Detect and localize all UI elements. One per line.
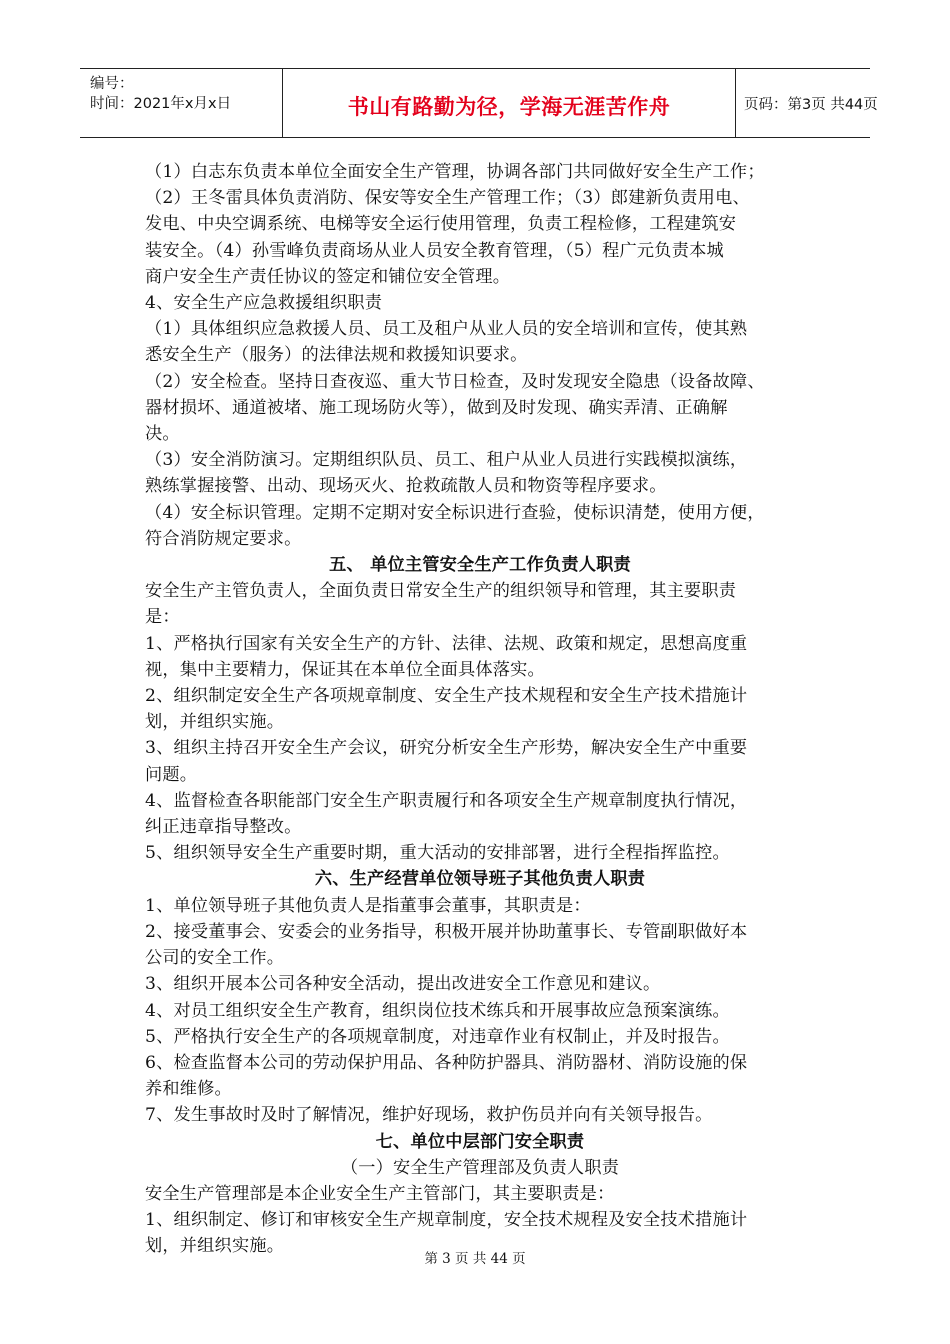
body-line: 决。	[145, 424, 180, 445]
subsection-heading: （一）安全生产管理部及负责人职责	[340, 1157, 620, 1178]
body-line: 7、发生事故时及时了解情况，维护好现场，救护伤员并向有关领导报告。	[145, 1105, 713, 1126]
body-line: 安全生产管理部是本企业安全生产主管部门，其主要职责是：	[145, 1183, 615, 1204]
page-footer: 第 3 页 共 44 页	[424, 1251, 526, 1267]
body-line: 熟练掌握接警、出动、现场灭火、抢救疏散人员和物资等程序要求。	[145, 476, 667, 497]
document-number: 编号：	[90, 76, 134, 92]
body-line: 安全生产主管负责人，全面负责日常安全生产的组织领导和管理，其主要职责	[145, 581, 737, 602]
body-line: （2）王冬雷具体负责消防、保安等安全生产管理工作；（3）郎建新负责用电、	[145, 188, 750, 209]
body-line: 1、组织制定、修订和审核安全生产规章制度，安全技术规程及安全技术措施计	[145, 1210, 748, 1231]
document-date: 时间：2021年x月x日	[90, 96, 232, 112]
body-line: （3）安全消防演习。定期组织队员、员工、租户从业人员进行实践模拟演练，	[145, 450, 748, 471]
document-body	[145, 159, 815, 1260]
body-line: 视，集中主要精力，保证其在本单位全面具体落实。	[145, 659, 545, 680]
body-line: （2）安全检查。坚持日查夜巡、重大节日检查，及时发现安全隐患（设备故障、	[145, 371, 765, 392]
body-line: 4、安全生产应急救援组织职责	[145, 293, 383, 314]
body-line: 器材损坏、通道被堵、施工现场防火等），做到及时发现、确实弄清、正确解	[145, 397, 728, 418]
body-line: 悉安全生产（服务）的法律法规和救援知识要求。	[145, 345, 528, 366]
body-line: （4）安全标识管理。定期不定期对安全标识进行查验，使标识清楚，使用方便，	[145, 502, 765, 523]
header-page-cell	[736, 69, 878, 137]
header-page-info: 页码：第3页 共44页	[744, 97, 878, 113]
body-line: 4、对员工组织安全生产教育，组织岗位技术练兵和开展事故应急预案演练。	[145, 1000, 730, 1021]
section-heading: 七、单位中层部门安全职责	[375, 1131, 585, 1152]
body-line: 2、接受董事会、安委会的业务指导，积极开展并协助董事长、专管副职做好本	[145, 921, 748, 942]
body-line: 公司的安全工作。	[145, 948, 285, 969]
body-line: 4、监督检查各职能部门安全生产职责履行和各项安全生产规章制度执行情况，	[145, 790, 748, 811]
body-line: 商户安全生产责任协议的签定和铺位安全管理。	[145, 266, 511, 287]
body-line: 3、组织主持召开安全生产会议，研究分析安全生产形势，解决安全生产中重要	[145, 738, 748, 759]
body-line: 问题。	[145, 764, 198, 785]
body-line: 发电、中央空调系统、电梯等安全运行使用管理，负责工程检修，工程建筑安	[145, 214, 737, 235]
body-line: 划，并组织实施。	[145, 1236, 285, 1257]
page-header	[80, 68, 878, 138]
body-line: （1）白志东负责本单位全面安全生产管理，协调各部门共同做好安全生产工作；	[145, 162, 765, 182]
header-motto: 书山有路勤为径，学海无涯苦作舟	[347, 95, 671, 119]
body-line: （1）具体组织应急救援人员、员工及租户从业人员的安全培训和宣传，使其熟	[145, 319, 748, 340]
header-motto-cell	[283, 69, 736, 137]
body-line: 6、检查监督本公司的劳动保护用品、各种防护器具、消防器材、消防设施的保	[145, 1052, 748, 1073]
body-line: 1、单位领导班子其他负责人是指董事会董事，其职责是：	[145, 895, 591, 916]
body-line: 养和维修。	[145, 1079, 232, 1100]
body-line: 划，并组织实施。	[145, 712, 285, 733]
body-line: 符合消防规定要求。	[145, 528, 302, 549]
body-line: 1、严格执行国家有关安全生产的方针、法律、法规、政策和规定，思想高度重	[145, 633, 748, 654]
section-heading: 五、 单位主管安全生产工作负责人职责	[329, 555, 631, 576]
body-line: 2、组织制定安全生产各项规章制度、安全生产技术规程和安全生产技术措施计	[145, 686, 748, 707]
body-line: 5、严格执行安全生产的各项规章制度，对违章作业有权制止，并及时报告。	[145, 1026, 730, 1047]
body-line: 3、组织开展本公司各种安全活动，提出改进安全工作意见和建议。	[145, 974, 661, 995]
body-line: 是：	[145, 607, 180, 628]
body-line: 装安全。（4）孙雪峰负责商场从业人员安全教育管理，（5）程广元负责本城	[145, 240, 724, 261]
header-meta	[80, 69, 283, 137]
body-line: 纠正违章指导整改。	[145, 817, 302, 838]
section-heading: 六、生产经营单位领导班子其他负责人职责	[314, 869, 646, 890]
body-line: 5、组织领导安全生产重要时期，重大活动的安排部署，进行全程指挥监控。	[145, 843, 730, 864]
